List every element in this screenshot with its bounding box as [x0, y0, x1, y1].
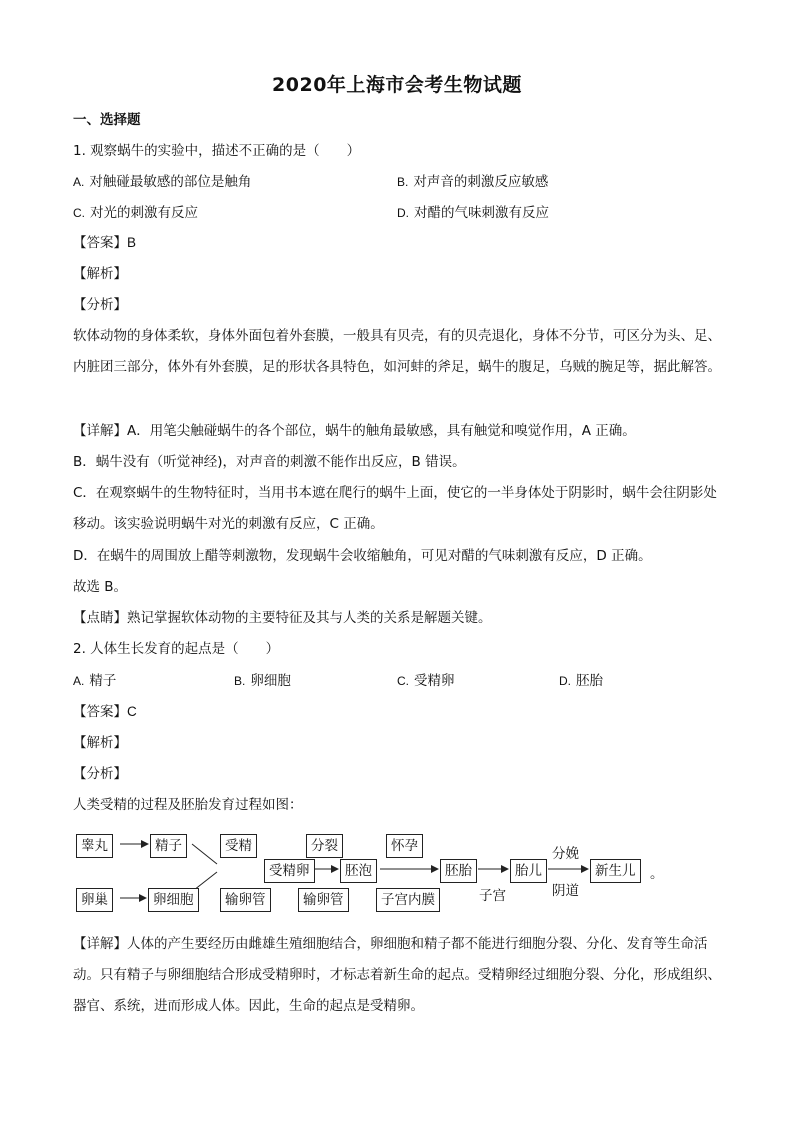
box-sperm: 精子 [150, 834, 187, 858]
q1-option-b [397, 172, 548, 192]
answer-value: C [127, 704, 137, 719]
q1-analysis-label: 【解析】 [73, 266, 127, 282]
q1-option-a [73, 172, 251, 192]
detail-text: 人体的产生要经历由雌雄生殖细胞结合，卵细胞和精子都不能进行细胞分裂、分化、发育等生命活动。只有精子与卵细胞结合形成受精卵时，才标志着新生命的起点。受精卵经过细胞分裂、分化，形成组织、器官、系统，进而形成人体。因此，生命的起点是受精卵。 [73, 936, 721, 1014]
q1-fenxi-label: 【分析】 [73, 297, 127, 313]
q2-option-a [73, 671, 116, 691]
box-zygote: 受精卵 [264, 859, 315, 883]
label-uterus: 子宫 [479, 888, 506, 904]
option-text: 精子 [89, 673, 117, 689]
detail-label: 【详解】 [73, 936, 127, 952]
q1-detail-c: C．在观察蜗牛的生物特征时，当用书本遮在爬行的蜗牛上面，使它的一半身体处于阴影时，蜗牛会往阴影处移动。该实验说明蜗牛对光的刺激有反应，C 正确。 [73, 485, 717, 532]
box-oviduct-1: 输卵管 [220, 888, 271, 912]
detail-label: 【详解】 [73, 423, 127, 439]
q2-option-d [559, 671, 603, 691]
option-letter: B. [234, 674, 246, 688]
option-text: 胚胎 [576, 673, 603, 689]
label-vagina: 阴道 [552, 883, 579, 899]
q1-fenxi-text: 软体动物的身体柔软，身体外面包着外套膜，一般具有贝壳，有的贝壳退化，身体不分节，可区分为头、足、内脏团三部分，体外有外套膜，足的形状各具特色，如河蚌的斧足，蜗牛的腹足，乌贼的腕足等，据此解答。 [73, 328, 721, 375]
q1-conclusion: 故选 B。 [73, 579, 128, 595]
q2-answer [73, 702, 137, 722]
box-egg: 卵细胞 [148, 888, 199, 912]
development-diagram [60, 822, 680, 922]
box-blastocyst: 胚泡 [340, 859, 377, 883]
box-fetus: 胎儿 [510, 859, 547, 883]
q2-detail [73, 929, 723, 1022]
q1-stem: 1. 观察蜗牛的实验中，描述不正确的是（ ） [73, 143, 361, 159]
q2-stem: 2. 人体生长发育的起点是（ ） [73, 641, 280, 657]
page-title: 2020年上海市会考生物试题 [272, 74, 522, 96]
comment-label: 【点睛】 [73, 610, 127, 626]
diagram-end-mark: 。 [650, 866, 664, 882]
option-letter: D. [397, 206, 409, 220]
option-letter: C. [397, 674, 409, 688]
q1-option-c [73, 203, 198, 223]
section-heading: 一、选择题 [73, 112, 141, 128]
option-text: 对醋的气味刺激有反应 [414, 205, 549, 221]
q2-fenxi-text: 人类受精的过程及胚胎发育过程如图： [73, 797, 303, 813]
label-childbirth: 分娩 [552, 846, 579, 862]
option-letter: A. [73, 175, 85, 189]
option-text: 卵细胞 [250, 673, 291, 689]
q2-option-c [397, 671, 455, 691]
option-letter: B. [397, 175, 409, 189]
q2-fenxi-label: 【分析】 [73, 766, 127, 782]
q1-answer [73, 233, 136, 253]
option-letter: C. [73, 206, 85, 220]
answer-label: 【答案】 [73, 235, 127, 251]
q2-option-b [234, 671, 291, 691]
option-text: 受精卵 [414, 673, 455, 689]
option-letter: A. [73, 674, 85, 688]
box-division: 分裂 [306, 834, 343, 858]
option-letter: D. [559, 674, 571, 688]
q1-comment [73, 608, 492, 628]
q2-analysis-label: 【解析】 [73, 735, 127, 751]
box-ovary: 卵巢 [76, 888, 113, 912]
answer-label: 【答案】 [73, 704, 127, 720]
answer-value: B [127, 235, 137, 250]
box-embryo: 胚胎 [440, 859, 477, 883]
detail-text: A．用笔尖触碰蜗牛的各个部位，蜗牛的触角最敏感，具有触觉和嗅觉作用，A 正确。 [127, 423, 636, 439]
box-pregnancy: 怀孕 [386, 834, 423, 858]
q1-detail-b: B．蜗牛没有（听觉神经)，对声音的刺激不能作出反应，B 错误。 [73, 454, 466, 470]
line-sperm-merge [192, 844, 217, 864]
box-newborn: 新生儿 [590, 859, 641, 883]
q1-detail-d: D．在蜗牛的周围放上醋等刺激物，发现蜗牛会收缩触角，可见对醋的气味刺激有反应，D 正确。 [73, 548, 652, 564]
box-testis: 睾丸 [76, 834, 113, 858]
q1-detail-a [73, 421, 636, 441]
option-text: 对声音的刺激反应敏感 [413, 174, 549, 190]
option-text: 对光的刺激有反应 [90, 205, 198, 221]
comment-text: 熟记掌握软体动物的主要特征及其与人类的关系是解题关键。 [127, 610, 492, 626]
option-text: 对触碰最敏感的部位是触角 [89, 174, 252, 190]
q1-option-d [397, 203, 549, 223]
box-fertilization: 受精 [220, 834, 257, 858]
box-oviduct-2: 输卵管 [298, 888, 349, 912]
box-endometrium: 子宫内膜 [376, 888, 440, 912]
